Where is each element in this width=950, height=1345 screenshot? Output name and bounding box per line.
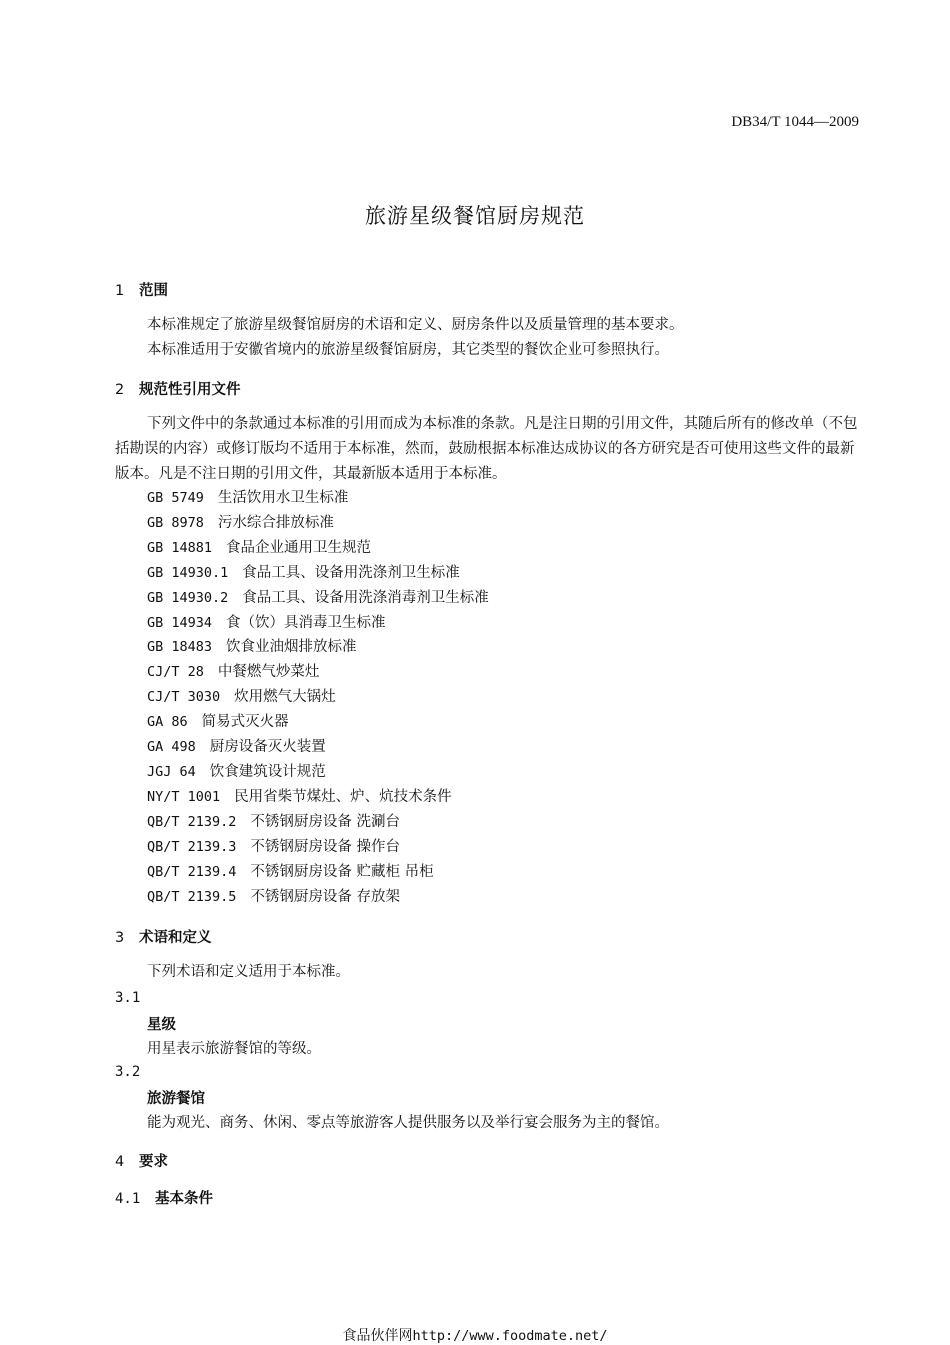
section-title: 术语和定义 <box>139 930 212 946</box>
document-title: 旅游星级餐馆厨房规范 <box>365 204 585 228</box>
scope-paragraph-1: 本标准规定了旅游星级餐馆厨房的术语和定义、厨房条件以及质量管理的基本要求。 <box>147 317 684 333</box>
term-definition: 用星表示旅游餐馆的等级。 <box>147 1041 321 1057</box>
footer-site-name: 食品伙伴网 <box>342 1328 413 1344</box>
section-number: 4 <box>115 1154 125 1170</box>
section-title: 范围 <box>139 283 168 299</box>
reference-list <box>147 486 489 909</box>
reference-item: GB 18483 饮食业油烟排放标准 <box>147 639 357 656</box>
footer-url[interactable]: http://www.foodmate.net/ <box>412 1328 608 1344</box>
reference-item: NY/T 1001 民用省柴节煤灶、炉、炕技术条件 <box>147 788 452 805</box>
reference-item: GB 14930.1 食品工具、设备用洗涤剂卫生标准 <box>147 564 460 581</box>
term-name: 星级 <box>147 1017 176 1033</box>
normative-intro: 下列文件中的条款通过本标准的引用而成为本标准的条款。凡是注日期的引用文件，其随后所有的修改单（不包括勘误的内容）或修订版均不适用于本标准，然而，鼓励根据本标准达成协议的各方研究是否可使用这些文件的最新版本。凡是不注日期的引用文件，其最新版本适用于本标准。 <box>115 416 858 482</box>
section-3-heading <box>115 926 212 947</box>
reference-item: GB 14934 食（饮）具消毒卫生标准 <box>147 614 386 631</box>
term-number: 3.2 <box>115 1064 141 1080</box>
section-title: 要求 <box>139 1154 168 1170</box>
reference-item: GB 5749 生活饮用水卫生标准 <box>147 490 349 506</box>
section-number: 2 <box>115 382 125 398</box>
reference-item: QB/T 2139.3 不锈钢厨房设备 操作台 <box>147 838 401 855</box>
section-2-heading <box>115 378 241 399</box>
section-number: 1 <box>115 283 125 299</box>
terms-intro: 下列术语和定义适用于本标准。 <box>147 964 350 980</box>
reference-item: GA 498 厨房设备灭火装置 <box>147 739 326 756</box>
section-number: 3 <box>115 930 125 946</box>
standard-code: DB34/T 1044—2009 <box>731 114 859 130</box>
reference-item: CJ/T 3030 炊用燃气大锅灶 <box>147 689 336 706</box>
reference-item: QB/T 2139.5 不锈钢厨房设备 存放架 <box>147 888 401 905</box>
section-title: 规范性引用文件 <box>139 382 241 398</box>
page-footer <box>0 1325 950 1345</box>
section-4-1-heading <box>115 1187 213 1208</box>
reference-item: JGJ 64 饮食建筑设计规范 <box>147 763 326 780</box>
term-number: 3.1 <box>115 990 141 1006</box>
section-1-heading <box>115 279 168 300</box>
section-4-heading <box>115 1150 168 1171</box>
section-title: 基本条件 <box>155 1191 213 1207</box>
reference-item: GB 8978 污水综合排放标准 <box>147 514 334 531</box>
reference-item: GB 14881 食品企业通用卫生规范 <box>147 539 372 556</box>
term-name: 旅游餐馆 <box>147 1091 205 1107</box>
reference-item: CJ/T 28 中餐燃气炒菜灶 <box>147 664 320 681</box>
reference-item: QB/T 2139.2 不锈钢厨房设备 洗涮台 <box>147 813 401 830</box>
reference-item: GA 86 简易式灭火器 <box>147 714 289 731</box>
scope-paragraph-2: 本标准适用于安徽省境内的旅游星级餐馆厨房，其它类型的餐饮企业可参照执行。 <box>147 342 669 358</box>
reference-item: GB 14930.2 食品工具、设备用洗涤消毒剂卫生标准 <box>147 589 489 606</box>
section-number: 4.1 <box>115 1191 141 1207</box>
reference-item: QB/T 2139.4 不锈钢厨房设备 贮藏柜 吊柜 <box>147 863 434 880</box>
term-definition: 能为观光、商务、休闲、零点等旅游客人提供服务以及举行宴会服务为主的餐馆。 <box>147 1115 669 1131</box>
